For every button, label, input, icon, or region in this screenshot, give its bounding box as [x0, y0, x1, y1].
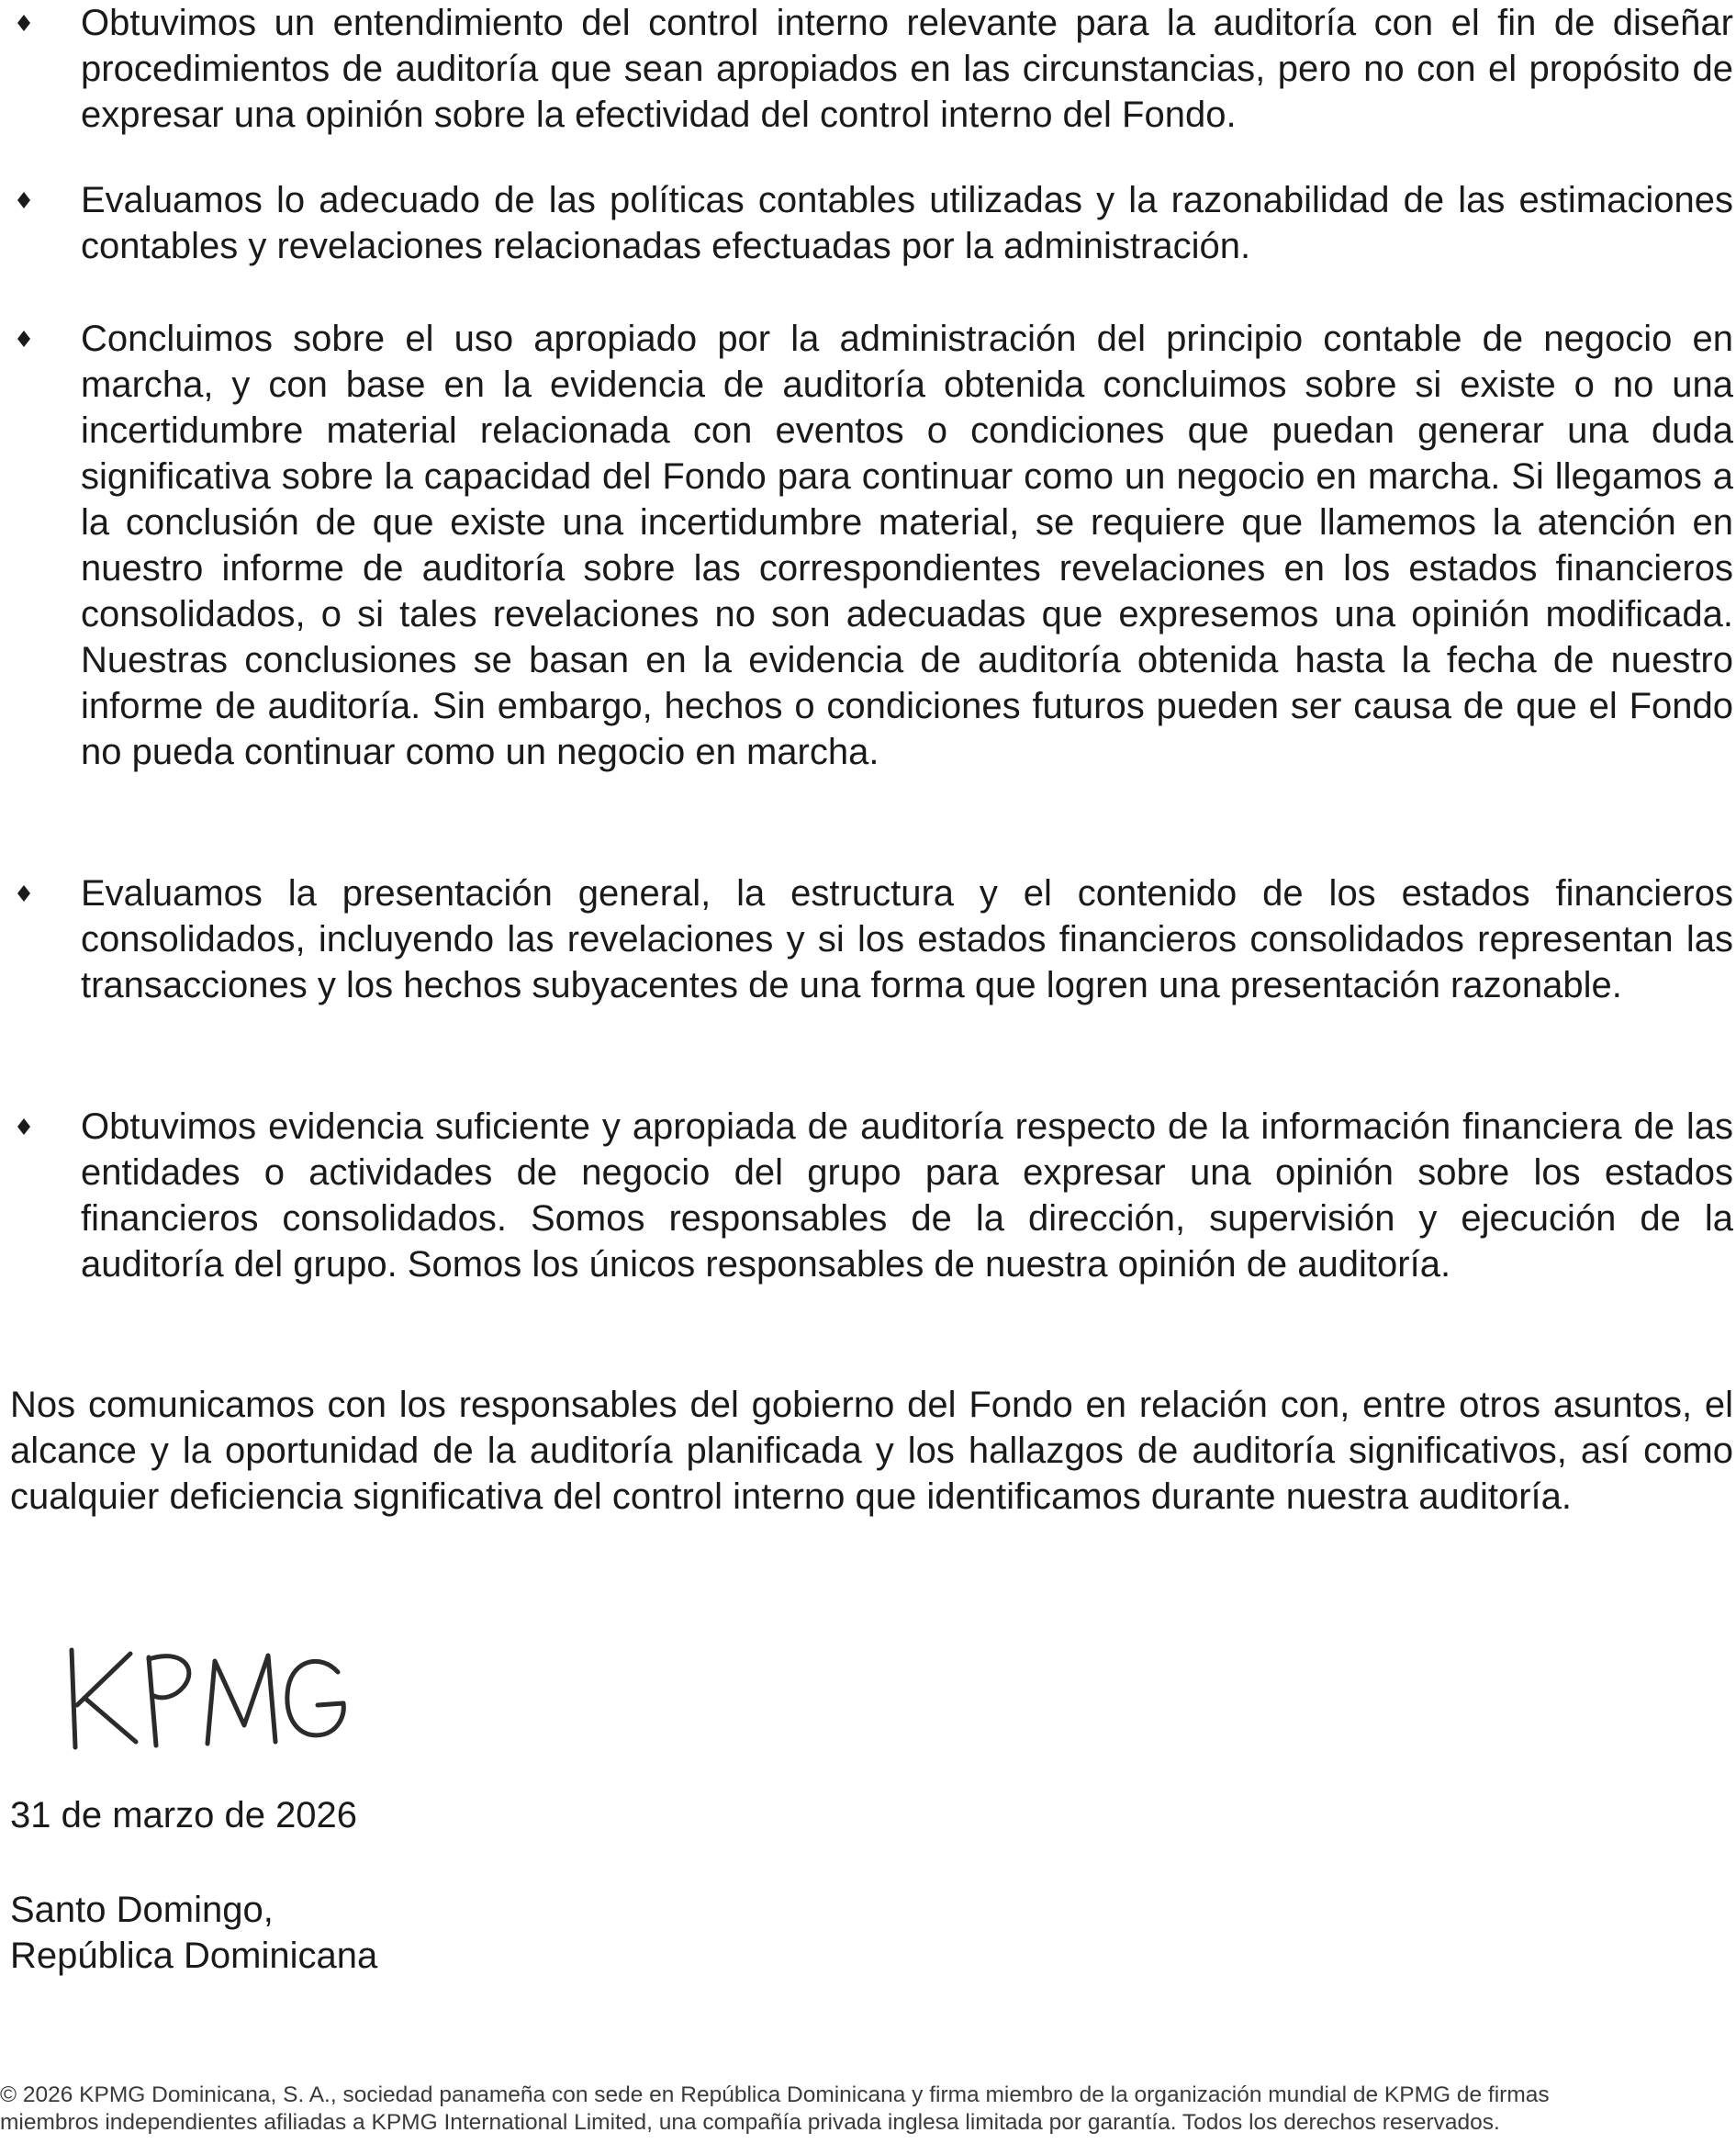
- list-item-text: Obtuvimos evidencia suficiente y apropiada de auditoría respecto de la información financiera de las entidades o actividades de negocio del grupo para expresar una opinión sobre los estados financieros consolidados. Somos responsables de la dirección, supervisión y ejecución de la auditoría del grupo. Somos los únicos responsables de nuestra opinión de auditoría.: [81, 1106, 1733, 1285]
- list-item-text: Evaluamos lo adecuado de las políticas contables utilizadas y la razonabilidad de las estimaciones contables y revelaciones relacionadas efectuadas por la administración.: [81, 180, 1733, 266]
- diamond-bullet-icon: [16, 177, 32, 194]
- list-item-text: Obtuvimos un entendimiento del control interno relevante para la auditoría con el fin de diseñar procedimientos de auditoría que sean apropiados en las circunstancias, pero no con el propósito de expresar una opinión sobre la efectividad del control interno del Fondo.: [81, 3, 1733, 135]
- diamond-bullet-icon: [16, 870, 32, 887]
- list-item-text: Evaluamos la presentación general, la estructura y el contenido de los estados financieros consolidados, incluyendo las revelaciones y si los estados financieros consolidados representan las transacciones y los hechos subyacentes de una forma que logren una presentación razonable.: [81, 873, 1733, 1005]
- footer-line: miembros independientes afiliadas a KPMG International Limited, una compañía privada inglesa limitada por garantía. Todos los derechos reservados.: [0, 2110, 1500, 2135]
- diamond-bullet-icon: [16, 316, 32, 332]
- report-date: 31 de marzo de 2026: [10, 1795, 358, 1835]
- footer-line: © 2026 KPMG Dominicana, S. A., sociedad panameña con sede en República Dominicana y firma miembro de la organización mundial de KPMG de firmas: [0, 2082, 1550, 2107]
- closing-paragraph: Nos comunicamos con los responsables del gobierno del Fondo en relación con, entre otros asuntos, el alcance y la oportunidad de la auditoría planificada y los hallazgos de auditoría significativos, así como cualquier deficiencia significativa del control interno que identificamos durante nuestra auditoría.: [10, 1385, 1733, 1517]
- report-location: [10, 1887, 377, 1979]
- diamond-bullet-icon: [16, 0, 32, 17]
- legal-footer: [0, 2082, 1736, 2137]
- location-city: Santo Domingo,: [10, 1890, 274, 1930]
- list-item-text: Concluimos sobre el uso apropiado por la administración del principio contable de negocio en marcha, y con base en la evidencia de auditoría obtenida concluimos sobre si existe o no una incertidumbre material relacionada con eventos o condiciones que puedan generar una duda significativa sobre la capacidad del Fondo para continuar como un negocio en marcha. Si llegamos a la conclusión de que existe una incertidumbre material, se requiere que llamemos la atención en nuestro informe de auditoría sobre las correspondientes revelaciones en los estados financieros consolidados, o si tales revelaciones no son adecuadas que expresemos una opinión modificada. Nuestras conclusiones se basan en la evidencia de auditoría obtenida hasta la fecha de nuestro informe de auditoría. Sin embargo, hechos o condiciones futuros pueden ser causa de que el Fondo no pueda continuar como un negocio en marcha.: [81, 319, 1733, 772]
- kpmg-signature: [28, 1602, 376, 1768]
- signature-icon: [28, 1602, 376, 1768]
- location-country: República Dominicana: [10, 1936, 378, 1976]
- diamond-bullet-icon: [16, 1104, 32, 1120]
